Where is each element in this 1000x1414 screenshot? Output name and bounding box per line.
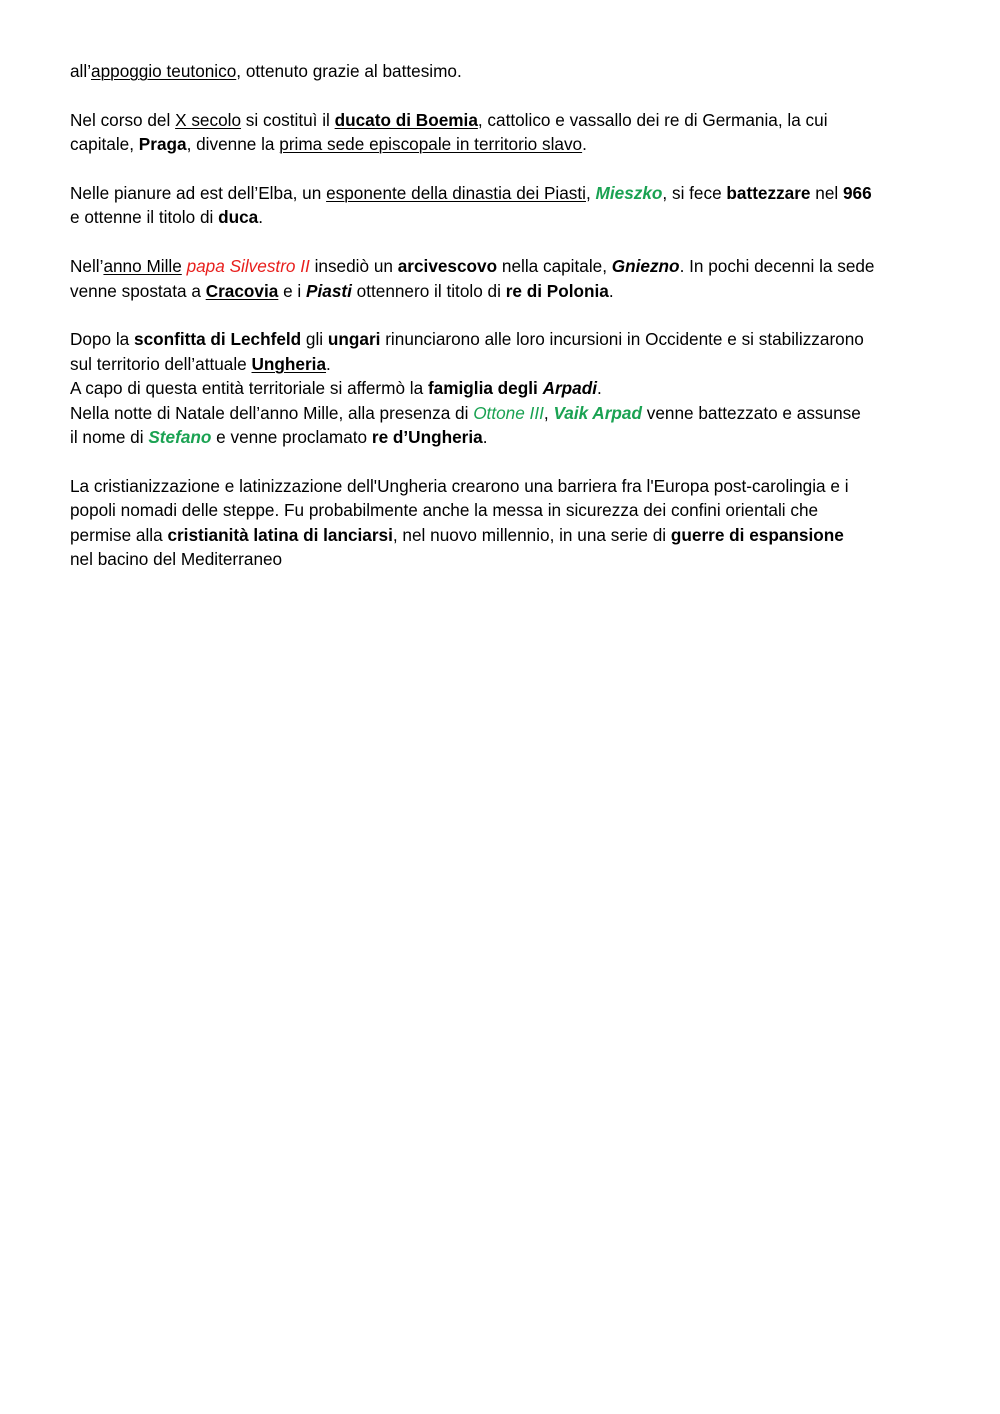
underlined-term: prima sede episcopale in territorio slavo bbox=[279, 134, 583, 155]
text-run: , nel nuovo millennio, in una serie di bbox=[392, 524, 671, 545]
text-run: . In pochi decenni la sede bbox=[679, 256, 875, 277]
bold-underlined-term: Ungheria bbox=[251, 353, 327, 374]
text-run: nella capitale, bbox=[497, 256, 612, 277]
underlined-term: X secolo bbox=[175, 109, 242, 130]
text-line bbox=[70, 425, 936, 449]
bold-term: re d’Ungheria bbox=[371, 427, 483, 448]
text-line bbox=[70, 401, 936, 425]
bold-term: re di Polonia bbox=[505, 280, 609, 301]
text-run: , bbox=[585, 183, 596, 203]
bold-italic-term: Arpadi bbox=[542, 378, 597, 399]
text-run: si costituì il bbox=[241, 109, 335, 130]
text-run: . bbox=[326, 353, 331, 374]
text-run: . bbox=[597, 378, 602, 399]
bold-italic-term: Gniezno bbox=[611, 256, 680, 277]
text-line bbox=[70, 132, 936, 156]
text-run: . bbox=[258, 207, 264, 228]
paragraph-piasti bbox=[70, 181, 936, 230]
text-run: venne spostata a bbox=[70, 280, 206, 301]
text-run: , divenne la bbox=[186, 134, 280, 155]
text-run: permise alla bbox=[70, 524, 168, 545]
underlined-term: appoggio teutonico bbox=[91, 61, 237, 81]
text-run: e venne proclamato bbox=[211, 427, 372, 448]
bold-underlined-term: ducato di Boemia bbox=[334, 109, 478, 130]
text-run: capitale, bbox=[70, 134, 139, 155]
text-line: La cristianizzazione e latinizzazione dell'Ungheria crearono una barriera fra l'Europa post-carolingia e i bbox=[70, 475, 849, 496]
highlighted-name: papa Silvestro II bbox=[186, 256, 310, 277]
text-run: gli bbox=[301, 329, 328, 350]
text-line bbox=[70, 59, 936, 83]
text-line bbox=[70, 523, 936, 547]
text-run: Dopo la bbox=[70, 329, 135, 350]
underlined-term: anno Mille bbox=[103, 256, 182, 277]
text-run: sul territorio dell’attuale bbox=[70, 353, 252, 374]
bold-term: cristianità latina di lanciarsi bbox=[167, 524, 393, 545]
highlighted-name: Stefano bbox=[148, 427, 212, 448]
text-run: . bbox=[582, 134, 587, 155]
bold-term: guerre di espansione bbox=[670, 524, 844, 545]
paragraph-poland bbox=[70, 254, 936, 303]
text-run: rinunciarono alle loro incursioni in Occidente e si stabilizzarono bbox=[380, 329, 864, 350]
text-line bbox=[70, 327, 936, 351]
bold-term: duca bbox=[218, 207, 259, 228]
bold-term: Praga bbox=[138, 134, 187, 155]
text-run: nel bbox=[810, 183, 843, 203]
text-run: , si fece bbox=[662, 183, 727, 203]
text-line bbox=[70, 205, 936, 229]
highlighted-name: Ottone III bbox=[473, 402, 544, 423]
text-line bbox=[70, 376, 936, 400]
bold-term: battezzare bbox=[726, 183, 811, 203]
text-run: ottennero il titolo di bbox=[351, 280, 506, 301]
text-run: venne battezzato e assunse bbox=[641, 402, 861, 423]
text-run: insediò un bbox=[309, 256, 398, 277]
bold-term: arcivescovo bbox=[397, 256, 498, 277]
text-run: . bbox=[608, 280, 614, 301]
text-run: all’ bbox=[70, 61, 92, 81]
paragraph-teutonic-support bbox=[70, 59, 936, 83]
bold-underlined-term: Cracovia bbox=[205, 280, 279, 301]
text-run: , ottenuto grazie al battesimo. bbox=[236, 61, 462, 81]
text-run: A capo di questa entità territoriale si affermò la bbox=[70, 378, 428, 399]
text-run: Nel corso del bbox=[70, 109, 176, 130]
text-line bbox=[70, 181, 936, 205]
bold-italic-term: Piasti bbox=[306, 280, 352, 301]
text-line: nel bacino del Mediterraneo bbox=[70, 549, 283, 570]
paragraph-christianization bbox=[70, 474, 936, 572]
text-run: e ottenne il titolo di bbox=[70, 207, 219, 228]
text-run: , cattolico e vassallo dei re di Germania, la cui bbox=[477, 109, 828, 130]
text-line bbox=[70, 279, 936, 303]
text-run: Nelle pianure ad est dell’Elba, un bbox=[70, 183, 327, 203]
bold-term: 966 bbox=[842, 183, 872, 203]
underlined-term: esponente della dinastia dei Piasti bbox=[326, 183, 586, 203]
text-line: popoli nomadi delle steppe. Fu probabilmente anche la messa in sicurezza dei confini orientali che bbox=[70, 500, 819, 521]
text-run: Nell’ bbox=[70, 256, 104, 277]
highlighted-name: Vaik Arpad bbox=[553, 402, 642, 423]
bold-term: famiglia degli bbox=[427, 378, 543, 399]
text-run: . bbox=[482, 427, 488, 448]
text-run: Nella notte di Natale dell’anno Mille, alla presenza di bbox=[70, 402, 474, 423]
document-page bbox=[70, 59, 936, 596]
paragraph-hungary bbox=[70, 327, 936, 449]
text-run: e i bbox=[278, 280, 307, 301]
text-line bbox=[70, 254, 936, 278]
text-run: il nome di bbox=[70, 427, 149, 448]
text-line bbox=[70, 352, 936, 376]
paragraph-bohemia bbox=[70, 108, 936, 157]
highlighted-name: Mieszko bbox=[595, 183, 663, 203]
bold-term: sconfitta di Lechfeld bbox=[134, 329, 302, 350]
bold-term: ungari bbox=[327, 329, 381, 350]
text-line bbox=[70, 108, 936, 132]
text-run: , bbox=[543, 402, 554, 423]
